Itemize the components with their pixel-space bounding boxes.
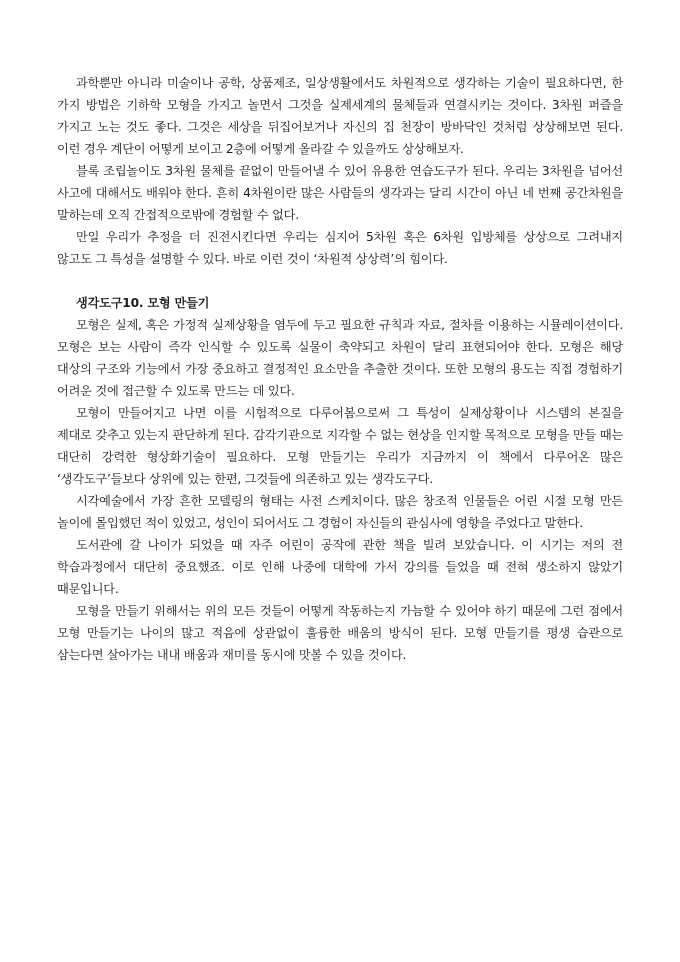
section-paragraph-1: 모형은 실제, 혹은 가정적 실제상황을 염두에 두고 필요한 규칙과 자료, 절차를 이용하는 시뮬레이션이다. 모형은 보는 사람이 즉각 인식할 수 있도록 실물이 축약되고 차원이 달리 표현되어야 한다. 모형은 해당 대상의 구조와 기능에서 가장 중요하고 결정적인 요소만을 추출한 것이다. 또한 모형의 용도는 직접 경험하기 어려운 것에 접근할 수 있도록 만드는 데 있다.	[57, 318, 623, 398]
section-paragraph-4: 도서관에 갈 나이가 되었을 때 자주 어린이 공작에 관한 책을 빌려 보았습니다. 이 시기는 저의 전 학습과정에서 대단히 중요했죠. 이로 인해 나중에 대학에 가서 강의를 들었을 때 전혀 생소하지 않았기 때문입니다.	[57, 538, 623, 596]
intro-paragraph-1: 과학뿐만 아니라 미술이나 공학, 상품제조, 일상생활에서도 차원적으로 생각하는 기술이 필요하다면, 한 가지 방법은 기하학 모형을 가지고 놀면서 그것을 실제세계의 물체들과 연결시키는 것이다. 3차원 퍼즐을 가지고 노는 것도 좋다. 그것은 세상을 뒤집어보거나 자신의 집 천장이 방바닥인 것처럼 상상해보면 된다. 이런 경우 계단이 어떻게 보이고 2층에 어떻게 올라갈 수 있을까도 상상해보자.	[57, 76, 623, 156]
section-spacer	[57, 270, 623, 292]
section-paragraph-5: 모형을 만들기 위해서는 위의 모든 것들이 어떻게 작동하는지 가늠할 수 있어야 하기 때문에 그런 점에서 모형 만들기는 나이의 많고 적음에 상관없이 훌륭한 배움의 방식이 된다. 모형 만들기를 평생 습관으로 삼는다면 살아가는 내내 배움과 재미를 동시에 맛볼 수 있을 것이다.	[57, 604, 623, 662]
intro-paragraph-2: 블록 조립놀이도 3차원 물체를 끝없이 만들어낼 수 있어 유용한 연습도구가 된다. 우리는 3차원을 넘어선 사고에 대해서도 배워야 한다. 흔히 4차원이란 많은 사람들의 생각과는 달리 시간이 아닌 네 번째 공간차원을 말하는데 오직 간접적으로밖에 경험할 수 없다.	[57, 164, 623, 222]
section-heading: 생각도구10. 모형 만들기	[76, 296, 210, 310]
document-page	[57, 72, 623, 666]
section-paragraph-2: 모형이 만들어지고 나면 이를 시험적으로 다루어봄으로써 그 특성이 실제상황이나 시스템의 본질을 제대로 갖추고 있는지 판단하게 된다. 감각기관으로 지각할 수 없는 현상을 인지할 목적으로 모형을 만들 때는 대단히 강력한 형상화기술이 필요하다. 모형 만들기는 우리가 지금까지 이 책에서 다루어온 많은 ‘생각도구’들보다 상위에 있는 한편, 그것들에 의존하고 있는 생각도구다.	[57, 406, 623, 486]
intro-paragraph-3: 만일 우리가 추정을 더 진전시킨다면 우리는 심지어 5차원 혹은 6차원 입방체를 상상으로 그려내지 않고도 그 특성을 설명할 수 있다. 바로 이런 것이 ‘차원적 상상력’의 힘이다.	[57, 230, 623, 266]
section-paragraph-3: 시각예술에서 가장 흔한 모델링의 형태는 사전 스케치이다. 많은 창조적 인물들은 어린 시절 모형 만든 놀이에 몰입했던 적이 있었고, 성인이 되어서도 그 경험이 자신들의 관심사에 영향을 주었다고 말한다.	[57, 494, 623, 530]
